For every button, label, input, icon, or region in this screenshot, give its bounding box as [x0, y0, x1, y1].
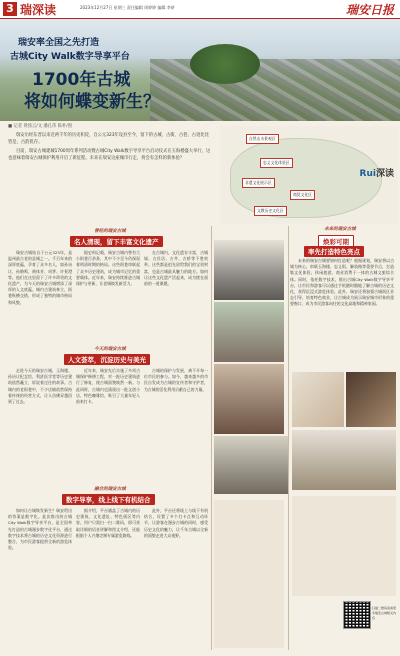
section-1-tag: 曾经的瑞安古城 — [94, 229, 126, 234]
section-4-col-2 — [76, 508, 140, 648]
headline-big-2: 将如何蝶变新生？ — [24, 92, 160, 112]
section-3-heading: 人文荟萃，沉淀历史与美光 — [64, 354, 150, 365]
section-4-text-2: 据介绍，平台涵盖了古城内的历史建筑、文化遗址、特色街区等内容，用户只需扫一扫二维码，即可获取详细的语音讲解和图文介绍，还能根据个人兴趣定制专属游览路线。 — [76, 508, 140, 538]
lead-paragraph-1: 瑞安历经东晋以来近两千年的历史积淀，自公元323年设县至今，留下的古城、古街、古巷、古迹比比皆是，古韵犹存。 — [8, 133, 209, 145]
qr-code[interactable] — [343, 601, 371, 629]
photo-7 — [214, 436, 288, 494]
section-3-tag: 今天的瑞安古城 — [94, 347, 126, 352]
lead-paragraph-2: 目前，瑞安古城建城1700周年系列活动暨古城City Walk数字导享平台启动仪式在玉海楼盛大举行，这也意味着瑞安古城保护利用开启了新征程。未来在瑞安这座城市行走，将会有怎样的新体验？ — [8, 149, 211, 161]
section-1-text-3: 在古城内，文化遗存丰富，古城墙、古民居、古井、古桥等不胜枚举。这些都是祖先留给我们的宝贵财富，也是古城最具魅力的地方。如何让这些文化遗产活起来，成为摆在面前的一道课题。 — [144, 250, 208, 287]
photo-3 — [214, 364, 284, 434]
section-3-col-1 — [8, 368, 72, 480]
logo-cn: 深读 — [375, 169, 394, 179]
section-2-heading-1: 焕彩可期 — [318, 235, 354, 248]
map-label-2: 忠义文化体验区 — [260, 158, 293, 168]
old-town-roofs-image — [150, 59, 400, 121]
section-4-col-3 — [144, 508, 208, 648]
byline: ■ 记者 黄扬云/文 潘孔伟 陈朴/图 — [8, 124, 72, 129]
section-1-text-2: 据史料记载，瑞安古城内曾有大小街巷百余条，其中不少至今仍保留着明清时期的格局。这些街巷串联起了众多历史建筑，成为城市记忆的重要载体。近年来，瑞安持续推进古城保护与更新，让老城焕发新活力。 — [76, 250, 140, 287]
photo-6 — [292, 430, 396, 490]
photo-2 — [214, 302, 284, 362]
page-number: 3 — [3, 2, 17, 16]
tree-canopy-image — [190, 44, 260, 84]
hero-photo — [0, 19, 400, 121]
section-1-col-1 — [8, 250, 72, 342]
section-4-heading: 数字导享，线上线下有机结合 — [62, 494, 155, 505]
photo-4 — [292, 372, 344, 427]
section-4-col-1 — [8, 508, 72, 648]
photo-5 — [346, 372, 396, 427]
map-label-3: 非遗文化展示区 — [242, 178, 275, 188]
column-rule-2 — [288, 226, 289, 650]
column-rule-1 — [211, 226, 212, 650]
section-3-text-3: 古城的保护与发展，离不开每一位市民的参与。如今，越来越多的市民自发成为古城的宣传者和守护者，为古城的活化利用贡献自己的力量。 — [144, 368, 208, 392]
logo-en: Rui — [359, 169, 376, 179]
section-1-col-2 — [76, 250, 140, 342]
page-header — [0, 0, 400, 19]
district-map — [220, 126, 398, 224]
map-label-1: 自然山水景观区 — [246, 134, 279, 144]
section-4-side-block — [214, 500, 284, 648]
section-1-col-3 — [144, 250, 208, 342]
section-3-text-1: 走进今天的瑞安古城，玉海楼、孙诒让纪念馆、利济医学堂等历史建筑依然矗立，诉说着过往的故事。古城内的老街巷中，不少店铺依然保持着传统的经营方式，让人仿佛穿越回到了过去。 — [8, 368, 72, 405]
headline-big-1: 1700年古城 — [32, 70, 131, 90]
section-2-text-col — [290, 258, 394, 368]
section-1-text-1: 瑞安古城始自于公元323年，是温州最古老的县城之一。千百年来的深厚底蕴，孕育了众多名人，如孙诒让、孙锵鸣、黄体芳、项霁、许景澄等。他们在这里留下了许多珍贵的文化遗产，为今天的瑞安古城增添了深厚的人文底蕴。城内古建筑林立，街巷纵横交错，形成了独特的城市格局和风貌。 — [8, 250, 72, 305]
lead-paragraphs — [8, 123, 213, 164]
section-3-text-2: 近年来，瑞安先后实施了多项古城保护修缮工程，对一批历史建筑进行了修复，使古城面貌焕然一新。与此同时，古城内也涌现出一批文创小店、特色咖啡馆，吸引了大量年轻人前来打卡。 — [76, 368, 140, 405]
section-3-col-2 — [76, 368, 140, 480]
section-2-tag: 未来的瑞安古城 — [324, 227, 356, 232]
headline-line-2: 古城City Walk数字导享平台 — [10, 52, 130, 62]
section-2-heading-2: 率先打造特色亮点 — [304, 246, 364, 257]
issue-meta: 2023年12月27日 星期三 责任编辑 周婷婷 编辑 李妍 — [80, 5, 175, 10]
section-4-text-1: 如何让古城焕发新生？瑞安给出的答案是数字化。此次推出的古城City Walk数字导享平台，是全国率先打造的古城漫步数字化平台，通过数字技术将古城的历史文化资源进行整合，为市民游客提供全新的游览体验。 — [8, 508, 72, 551]
section-4-tag: 融合的瑞安古城 — [94, 487, 126, 492]
right-text-block — [292, 496, 396, 596]
map-label-5: 文教历史文化区 — [254, 206, 287, 216]
headline-line-1: 瑞安率全国之先打造 — [18, 38, 100, 48]
section-2-text: 未来的瑞安古城要如何打造呢？根据规划，瑞安将以古城为核心，串联玉海楼、忠义街、解放路等重要节点，打造集文化体验、休闲旅游、商业消费于一体的古城文旅综合体。同时，依托数字技术，推出古城City Walk数字导享平台，让市民和游客可以通过手机随时随地了解古城的历史文化，获得沉浸式游览体验。此外，瑞安还将加强古城街区业态引导，培育特色商业，让古城成为展示瑞安城市形象的重要窗口，成为市民游客向往的文化高地和精神家园。 — [290, 258, 394, 307]
column-name: 瑞深读 — [20, 3, 57, 17]
section-1-heading: 名人清现，留下丰富文化遗产 — [70, 236, 163, 247]
section-3-col-3 — [144, 368, 208, 480]
qr-caption: 扫描二维码查看更多瑞安古城相关内容 — [372, 606, 397, 620]
map-label-4: 商贸文化区 — [290, 190, 315, 200]
photo-1 — [214, 240, 284, 300]
section-4-text-3: 此外，平台还将线上与线下有机结合，设置了多个打卡点和互动环节，让游客在漫步古城的同时，感受历史文化的魅力，让千年古城以全新的面貌走进大众视野。 — [144, 508, 208, 538]
rui-shendu-logo — [360, 166, 394, 179]
newspaper-logo: 瑞安日报 — [345, 3, 394, 17]
